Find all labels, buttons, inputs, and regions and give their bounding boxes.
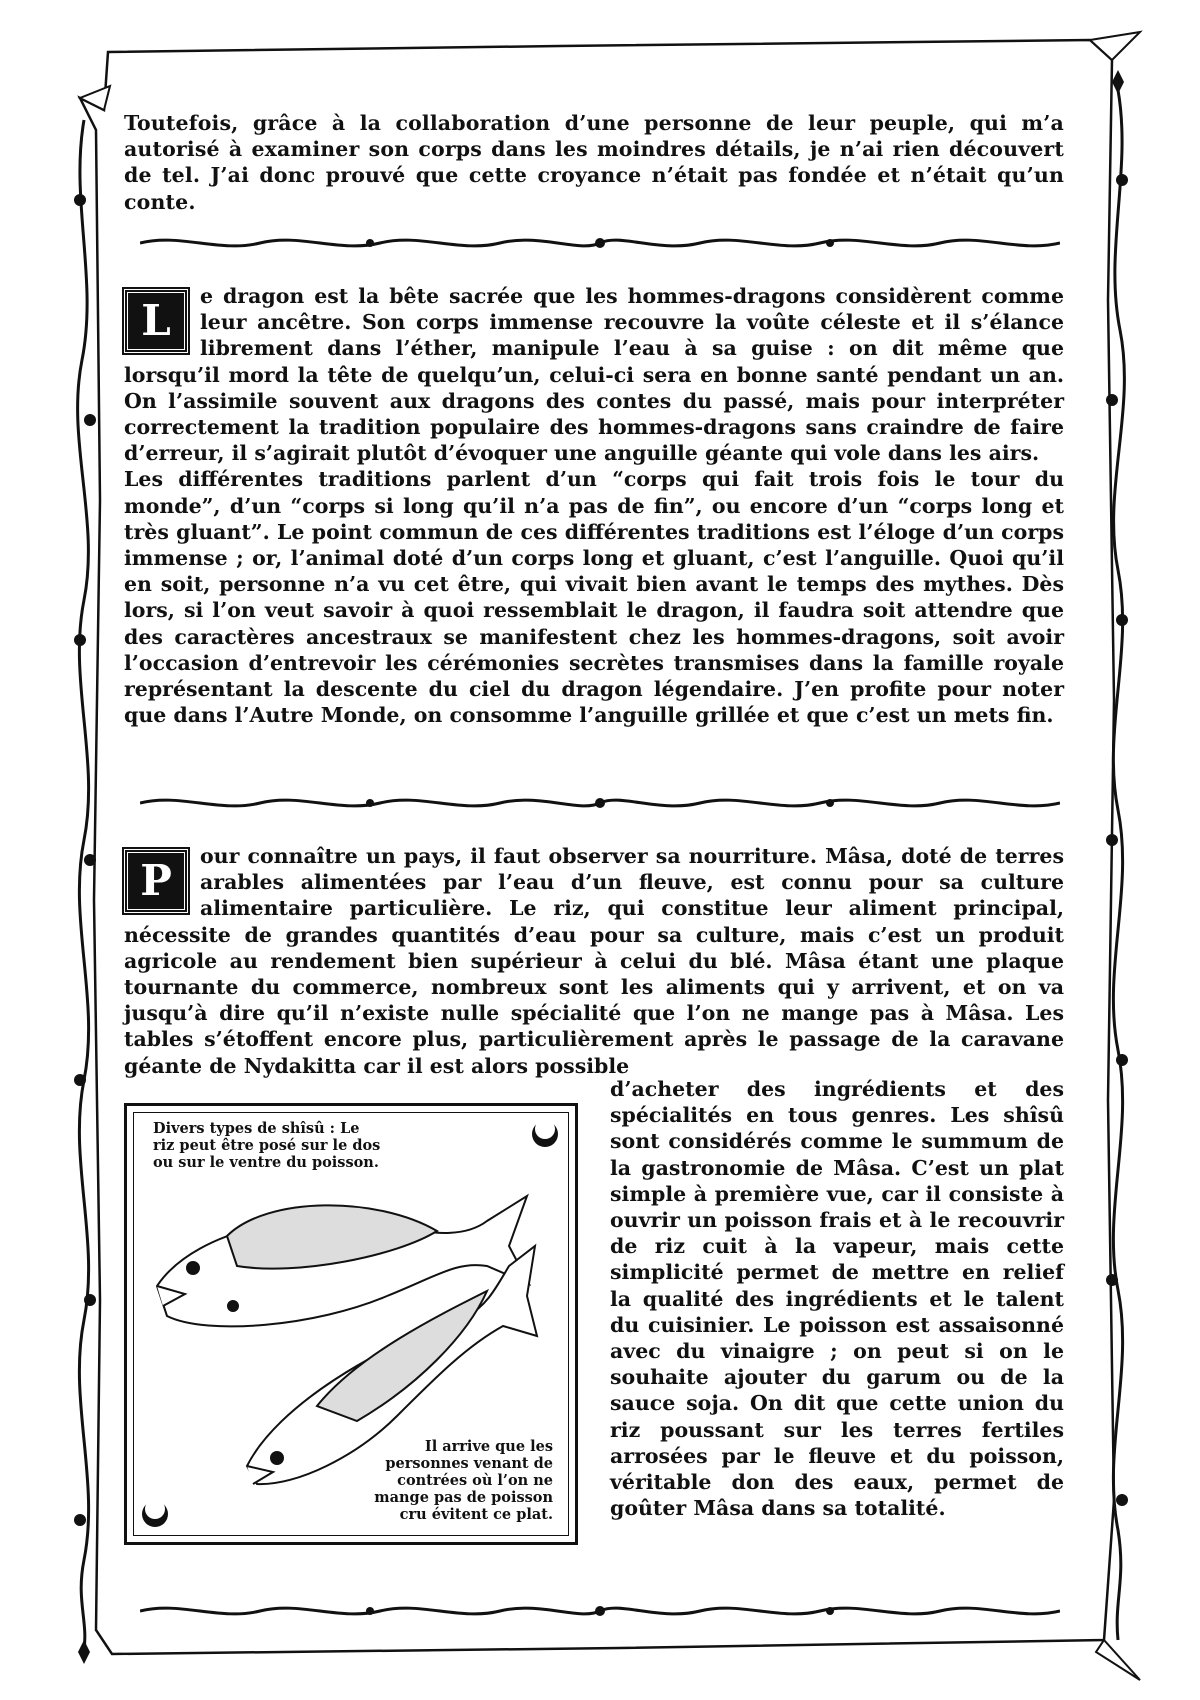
dragon-section <box>124 283 1064 728</box>
dragon-paragraph-1: e dragon est la bête sacrée que les hommes-dragons considèrent comme leur ancêtre. Son corps immense recouvre la voûte céleste et il s’élance librement dans l’éther, manipule l’eau à sa guise : on dit même que lorsqu’il mord la tête de quelqu’un, celui-ci sera en bonne santé pendant un an. On l’assimile souvent aux dragons des contes du passé, mais pour interpréter correctement la tradition populaire des hommes-dragons sans craindre de faire d’erreur, il s’agirait plutôt d’évoquer une anguille géante qui vole dans les airs. <box>124 284 1064 466</box>
food-paragraph-1: our connaître un pays, il faut observer sa nourriture. Mâsa, doté de terres arables alimentées par l’eau d’un fleuve, est connu pour sa culture alimentaire particulière. Le riz, qui constitue leur aliment principal, nécessite de grandes quantités d’eau pour sa culture, mais c’est un produit agricole au rendement bien supérieur à celui du blé. Mâsa étant une plaque tournante du commerce, nombreux sont les aliments qui y arrivent, et on va jusqu’à dire qu’il n’existe nulle spécialité que l’on ne mange pas à Mâsa. Les tables s’étoffent encore plus, particulièrement après le passage de la caravane géante de Nydakitta car il est alors possible <box>124 844 1064 1078</box>
food-section <box>124 843 1064 1079</box>
caption-top: Divers types de shîsû : Le riz peut être posé sur le dos ou sur le ventre du poisson. <box>153 1120 381 1171</box>
intro-text: Toutefois, grâce à la collaboration d’une personne de leur peuple, qui m’a autorisé à examiner son corps dans les moindres détails, je n’ai rien découvert de tel. J’ai donc prouvé que cette croyance n’était pas fondée et n’était qu’un conte. <box>124 111 1064 214</box>
dragon-paragraph-2: Les différentes traditions parlent d’un “corps qui fait trois fois le tour du monde”, d’un “corps si long qu’il n’a pas de fin”, ou encore d’un “corps long et très gluant”. Le point commun de ces différentes traditions est l’éloge d’un corps immense ; or, l’animal doté d’un corps long et gluant, c’est l’anguille. Quoi qu’il en soit, personne n’a vu cet être, qui vivait bien avant le temps des mythes. Dès lors, si l’on veut savoir à quoi ressemblait le dragon, il faudra soit attendre que des caractères ancestraux se manifestent chez les hommes-dragons, soit avoir l’occasion d’entrevoir les cérémonies secrètes transmises dans la famille royale représentant la descente du ciel du dragon légendaire. J’en profite pour noter que dans l’Autre Monde, on consomme l’anguille grillée et que c’est un mets fin. <box>124 467 1064 728</box>
ornamental-divider <box>140 228 1060 258</box>
food-right-column <box>610 1076 1064 1521</box>
shisu-illustration-box <box>124 1103 578 1545</box>
intro-paragraph <box>124 110 1064 215</box>
caption-bottom: Il arrive que les personnes venant de contrées où l’on ne mange pas de poisson cru évitent ce plat. <box>374 1438 553 1523</box>
food-paragraph-2: d’acheter des ingrédients et des spécialités en tous genres. Les shîsû sont considérés comme le summum de la gastronomie de Mâsa. C’est un plat simple à première vue, car il consiste à ouvrir un poisson frais et à le recouvrir de riz cuit à la vapeur, mais cette simplicité permet de mettre en relief la qualité des ingrédients et le talent du cuisinier. Le poisson est assaisonné avec du vinaigre ; on peut si on le souhaite ajouter du garum ou de la sauce soja. On dit que cette union du riz poussant sur les terres fertiles arrosées par le fleuve et du poisson, véritable don des eaux, permet de goûter Mâsa dans sa totalité. <box>610 1077 1064 1521</box>
crescent-moon-icon <box>141 1500 169 1528</box>
dropcap-l: L <box>124 289 188 353</box>
dropcap-p: P <box>124 849 188 913</box>
ornamental-divider <box>140 1596 1060 1626</box>
crescent-moon-icon <box>531 1120 559 1148</box>
ornamental-divider <box>140 788 1060 818</box>
